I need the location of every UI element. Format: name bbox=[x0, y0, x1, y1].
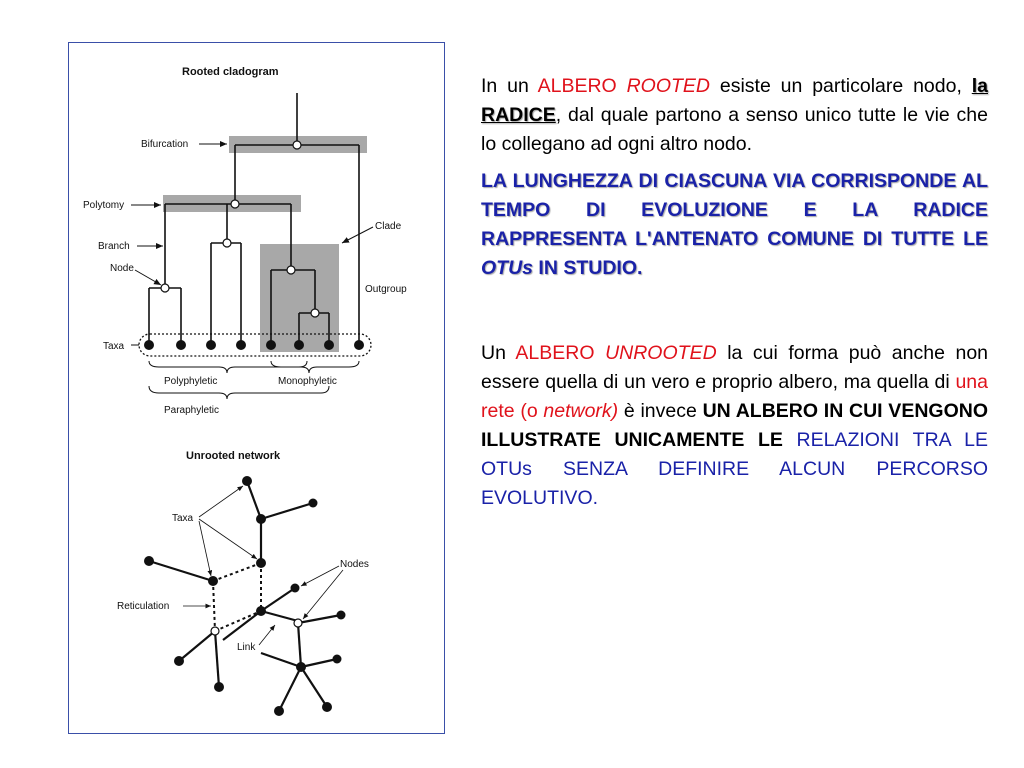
nodes-pointer-arrows bbox=[301, 566, 343, 619]
taxon-dot bbox=[144, 340, 154, 350]
network-node bbox=[337, 611, 346, 620]
polyphyletic-label: Polyphyletic bbox=[164, 376, 218, 387]
node-circle bbox=[287, 266, 295, 274]
network-open-nodes bbox=[211, 619, 302, 635]
root-node bbox=[293, 141, 301, 149]
network-node bbox=[274, 706, 284, 716]
polytomy-label: Polytomy bbox=[83, 200, 125, 211]
outgroup-label: Outgroup bbox=[365, 284, 407, 295]
rooted-paragraph: In un ALBERO ROOTED esiste un particolare nodo, la RADICE, dal quale partono a senso unico tutte le vie che lo collegano ad ogni altro nodo. bbox=[481, 75, 989, 155]
albero-term-2: ALBERO bbox=[515, 342, 595, 364]
network-node bbox=[291, 584, 300, 593]
polytomy-node bbox=[231, 200, 239, 208]
reticulation-label: Reticulation bbox=[117, 601, 170, 612]
network-node bbox=[256, 558, 266, 568]
clade-label: Clade bbox=[375, 221, 402, 232]
branch-label: Branch bbox=[98, 241, 130, 252]
albero-term: ALBERO bbox=[537, 75, 617, 97]
unrooted-network-title: Unrooted network bbox=[186, 450, 281, 462]
figure-frame bbox=[68, 42, 445, 734]
unrooted-paragraph: Un ALBERO UNROOTED la cui forma può anche non essere quella di un vero e proprio albero, ma quella di una rete (o network) è invece UN ALBERO IN CUI VENGONO ILLUSTRATE UNICAMENTE LE RELAZIONI TRA LE OTUs SENZA DEFINIRE ALCUN PERCORSO EVOLUTIVO. bbox=[481, 342, 989, 509]
rooted-term: ROOTED bbox=[626, 75, 710, 97]
radice-term: la RADICE bbox=[481, 75, 989, 126]
network-term: network) bbox=[543, 400, 619, 422]
rooted-cladogram-title: Rooted cladogram bbox=[182, 66, 279, 78]
taxa-pointer-arrows bbox=[199, 486, 257, 576]
network-node bbox=[296, 662, 306, 672]
taxa-dots bbox=[144, 340, 364, 350]
unrooted-term: UNROOTED bbox=[605, 342, 717, 364]
network-node bbox=[322, 702, 332, 712]
network-node bbox=[242, 476, 252, 486]
reticulation-node bbox=[211, 627, 219, 635]
taxon-dot bbox=[176, 340, 186, 350]
node-label: Node bbox=[110, 263, 134, 274]
root-definition-paragraph: LA LUNGHEZZA DI CIASCUNA VIA CORRISPONDE AL TEMPO DI EVOLUZIONE E LA RADICE RAPPRESENTA L'ANTENATO COMUNE DI TUTTE LE OTUs IN STUDIO. bbox=[481, 170, 988, 279]
unrooted-bold-statement: UN ALBERO IN CUI VENGONO ILLUSTRATE UNICAMENTE LE bbox=[481, 400, 988, 451]
rete-term: una rete (o bbox=[481, 371, 988, 422]
taxa-label: Taxa bbox=[103, 341, 125, 352]
otus-term: OTUs bbox=[481, 257, 534, 279]
monophyletic-label: Monophyletic bbox=[278, 376, 337, 387]
taxon-dot bbox=[206, 340, 216, 350]
network-node bbox=[144, 556, 154, 566]
cladogram-diagram bbox=[69, 43, 446, 735]
nodes-label: Nodes bbox=[340, 559, 369, 570]
network-node bbox=[256, 514, 266, 524]
relations-statement: RELAZIONI TRA LE OTUs SENZA DEFINIRE ALCUN PERCORSO EVOLUTIVO. bbox=[481, 429, 988, 509]
paraphyletic-label: Paraphyletic bbox=[164, 405, 220, 416]
node-circle bbox=[161, 284, 169, 292]
network-node bbox=[256, 606, 266, 616]
network-node bbox=[174, 656, 184, 666]
taxon-dot bbox=[324, 340, 334, 350]
link-node bbox=[294, 619, 302, 627]
taxon-dot bbox=[266, 340, 276, 350]
taxa-network-label: Taxa bbox=[172, 513, 194, 524]
network-node bbox=[309, 499, 318, 508]
node-circle bbox=[223, 239, 231, 247]
taxon-dot bbox=[354, 340, 364, 350]
node-circle bbox=[311, 309, 319, 317]
taxon-dot bbox=[236, 340, 246, 350]
network-nodes bbox=[144, 476, 346, 716]
network-node bbox=[208, 576, 218, 586]
taxon-dot bbox=[294, 340, 304, 350]
bifurcation-label: Bifurcation bbox=[141, 139, 189, 150]
network-node bbox=[333, 655, 342, 664]
network-node bbox=[214, 682, 224, 692]
reticulation-edges bbox=[213, 563, 261, 631]
link-label: Link bbox=[237, 642, 256, 653]
explanation-text bbox=[481, 72, 988, 513]
